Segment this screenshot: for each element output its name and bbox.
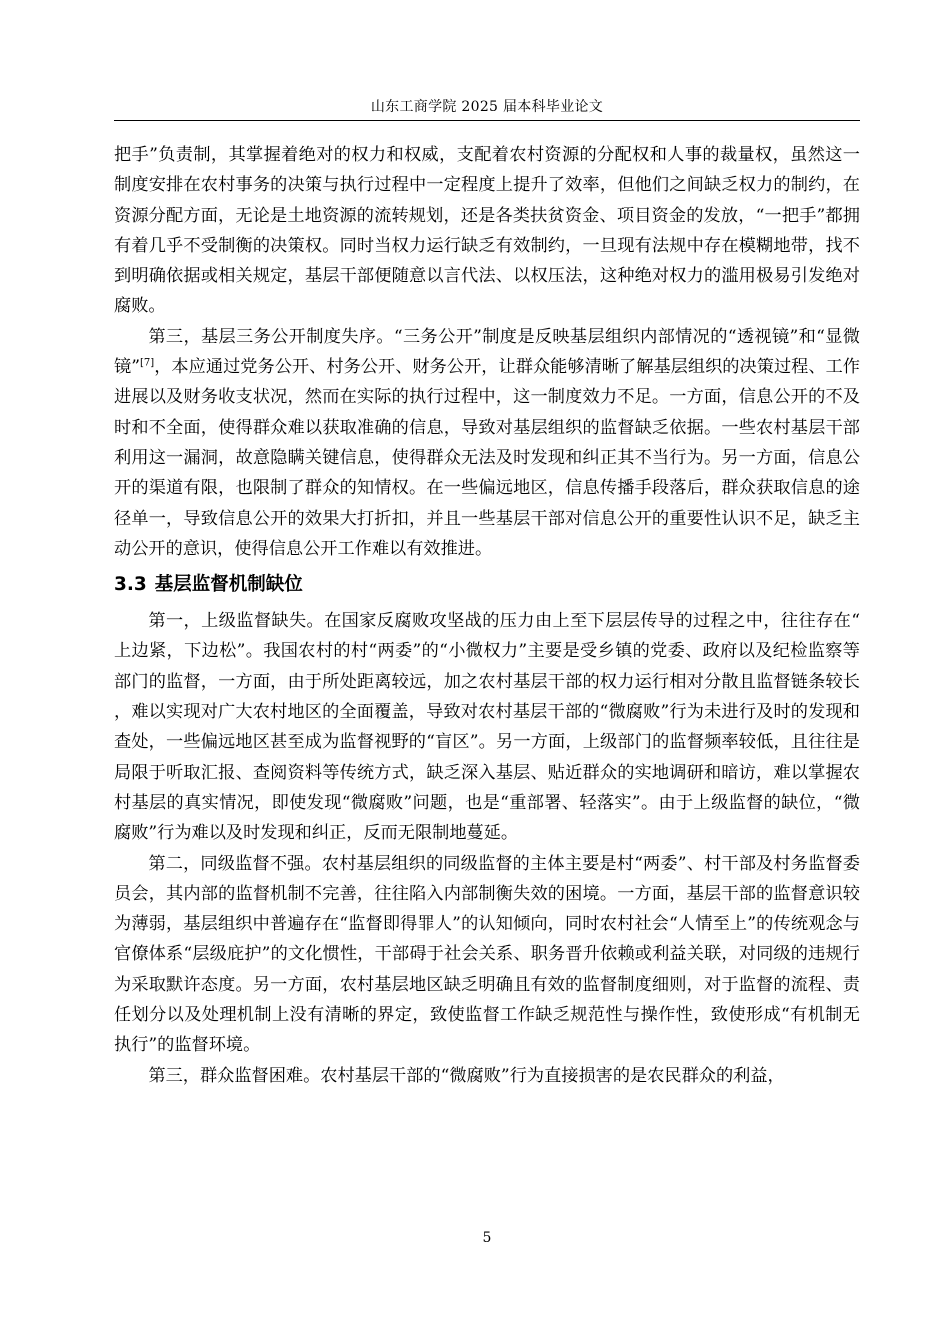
paragraph-text: 第三，基层三务公开制度失序。“三务公开”制度是反映基层组织内部情况的“透视镜”和“显微镜” <box>114 326 860 378</box>
paragraph-peer-supervision: 第二，同级监督不强。农村基层组织的同级监督的主体主要是村“两委”、村干部及村务监督委员会，其内部的监督机制不完善，往往陷入内部制衡失效的困境。一方面，基层干部的监督意识较为薄弱，基层组织中普遍存在“监督即得罪人”的认知倾向，同时农村社会“人情至上”的传统观念与官僚体系“层级庇护”的文化惯性，干部碍于社会关系、职务晋升依赖或利益关联，对同级的违规行为采取默许态度。另一方面，农村基层地区缺乏明确且有效的监督制度细则，对于监督的流程、责任划分以及处理机制上没有清晰的界定，致使监督工作缺乏规范性与操作性，致使形成“有机制无执行”的监督环境。 <box>114 853 860 1056</box>
paragraph-public-supervision: 第三，群众监督困难。农村基层干部的“微腐败”行为直接损害的是农民群众的利益， <box>148 1065 785 1086</box>
section-heading <box>114 568 860 602</box>
paragraph-superior-supervision: 第一，上级监督缺失。在国家反腐败攻坚战的压力由上至下层层传导的过程之中，往往存在“上边紧，下边松”。我国农村的村“两委”的“小微权力”主要是受乡镇的党委、政府以及纪检监察等部门的监督，一方面，由于所处距离较远，加之农村基层干部的权力运行相对分散且监督链条较长，难以实现对广大农村地区的全面覆盖，导致对农村基层干部的“微腐败”行为未进行及时的发现和查处，一些偏远地区甚至成为监督视野的“盲区”。另一方面，上级部门的监督频率较低，且往往是局限于听取汇报、查阅资料等传统方式，缺乏深入基层、贴近群众的实地调研和暗访，难以掌握农村基层的真实情况，即使发现“微腐败”问题，也是“重部署、轻落实”。由于上级监督的缺位，“微腐败”行为难以及时发现和纠正，反而无限制地蔓延。 <box>114 611 860 844</box>
paragraph-continued: 把手”负责制，其掌握着绝对的权力和权威，支配着农村资源的分配权和人事的裁量权，虽然这一制度安排在农村事务的决策与执行过程中一定程度上提升了效率，但他们之间缺乏权力的制约，在资源分配方面，无论是土地资源的流转规划，还是各类扶贫资金、项目资金的发放，“一把手”都拥有着几乎不受制衡的决策权。同时当权力运行缺乏有效制约，一旦现有法规中存在模糊地带，找不到明确依据或相关规定，基层干部便随意以言代法、以权压法，这种绝对权力的滥用极易引发绝对腐败。 <box>114 145 860 317</box>
section-number: 3.3 <box>114 574 147 596</box>
paragraph-text: ，本应通过党务公开、村务公开、财务公开，让群众能够清晰了解基层组织的决策过程、工作进展以及财务收支状况，然而在实际的执行过程中，这一制度效力不足。一方面，信息公开的不及时和不全面，使得群众难以获取准确的信息，导致对基层组织的监督缺乏依据。一些农村基层干部利用这一漏洞，故意隐瞒关键信息，使得群众无法及时发现和纠正其不当行为。另一方面，信息公开的渠道有限，也限制了群众的知情权。在一些偏远地区，信息传播手段落后，群众获取信息的途径单一，导致信息公开的效果大打折扣，并且一些基层干部对信息公开的重要性认识不足，缺乏主动公开的意识，使得信息公开工作难以有效推进。 <box>114 357 860 559</box>
body-text <box>114 140 860 1091</box>
paragraph-three-affairs <box>114 322 860 564</box>
page-number: 5 <box>482 1230 492 1246</box>
section-title: 基层监督机制缺位 <box>154 574 303 596</box>
running-header: 山东工商学院 2025 届本科毕业论文 <box>370 99 604 115</box>
header-rule <box>114 120 860 121</box>
citation-reference: [7] <box>140 357 155 369</box>
